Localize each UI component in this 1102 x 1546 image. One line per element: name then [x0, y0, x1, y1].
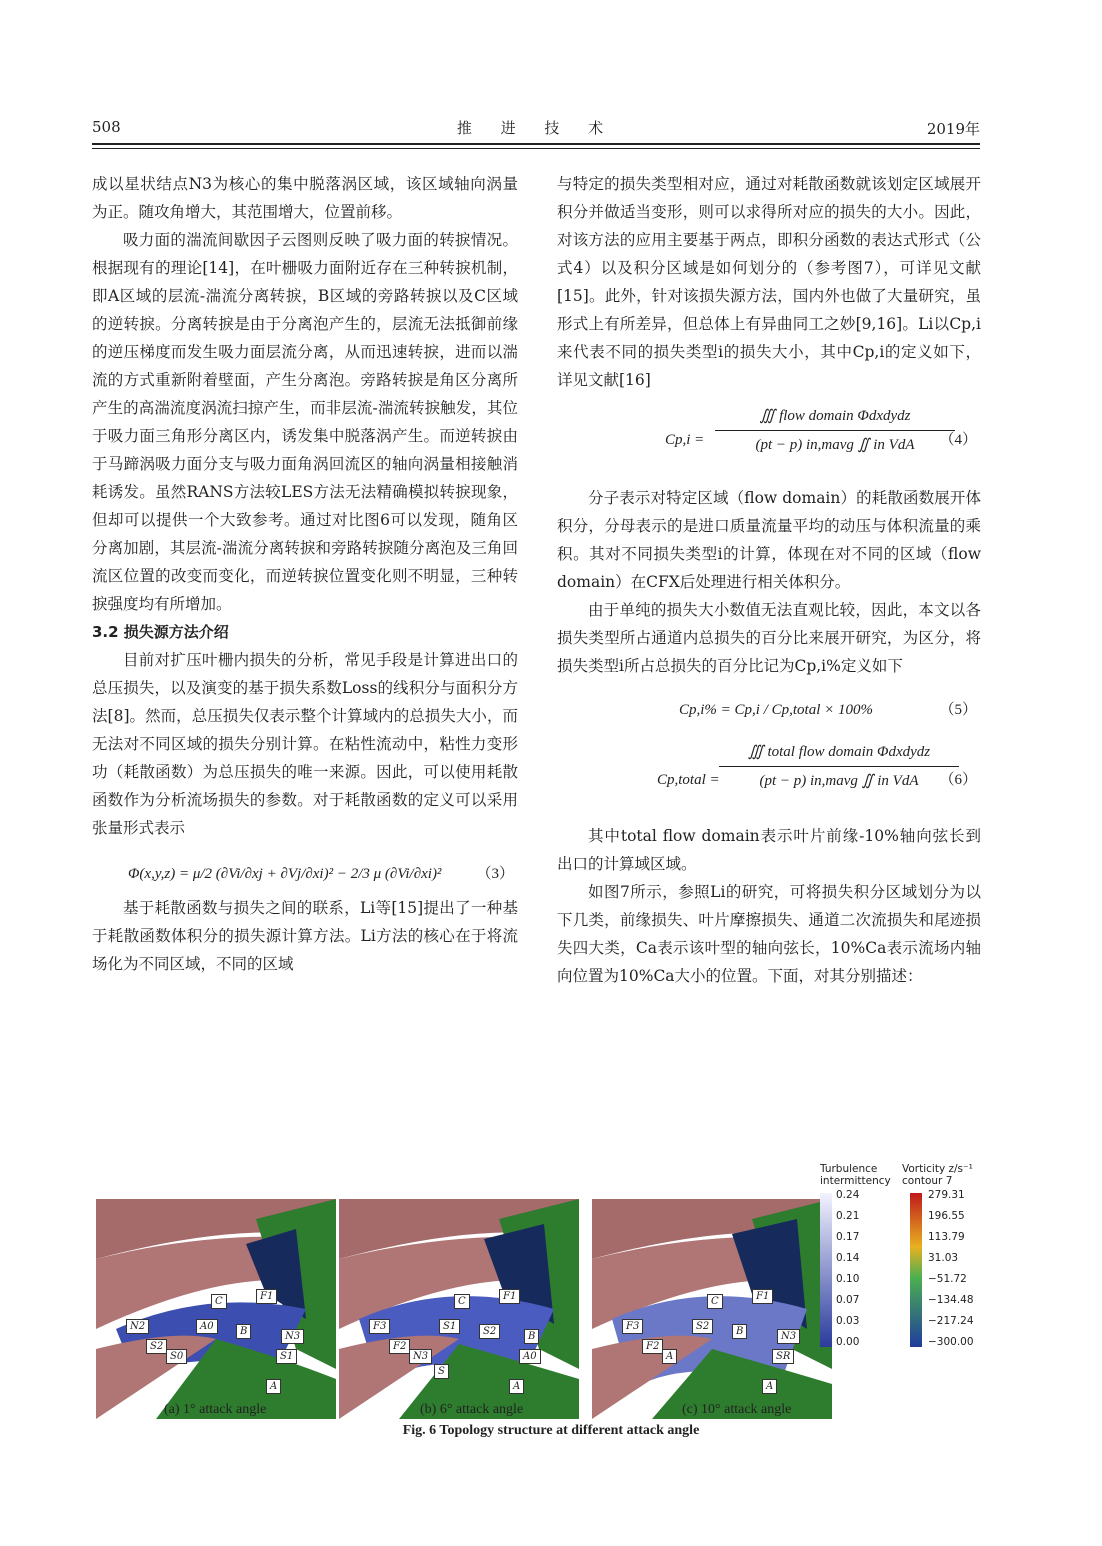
- panel-label: F3: [622, 1319, 643, 1334]
- equation-numerator: ∭ total flow domain Φdxdydz: [719, 738, 959, 767]
- panel-label: S0: [166, 1349, 187, 1364]
- equation-number: （4）: [939, 432, 977, 448]
- panel-label: C: [454, 1294, 470, 1309]
- equation-denominator: (pt − p) in,mavg ∬ in VdA: [759, 773, 919, 789]
- colorbar-vorticity: [910, 1193, 922, 1347]
- equation-text: Cp,i% = Cp,i / Cp,total × 100%: [679, 702, 874, 718]
- colorbar-tick-label: 0.21: [836, 1210, 860, 1222]
- paragraph: 目前对扩压叶栅内损失的分析，常见手段是计算进出口的总压损失，以及演变的基于损失系数Loss的线积分与面积分方法[8]。然而，总压损失仅表示整个计算域内的总损失大小，而无法对不同区域的损失分别计算。在粘性流动中，粘性力变形功（耗散函数）为总压损失的唯一来源。因此，可以使用耗散函数作为分析流场损失的参数。对于耗散函数的定义可以采用张量形式表示: [92, 651, 518, 837]
- panel-label: C: [211, 1294, 227, 1309]
- paragraph: 分子表示对特定区域（flow domain）的耗散函数展开体积分，分母表示的是进口质量流量平均的动压与体积流量的乘积。其对不同损失类型i的计算，体现在对不同的区域（flow domain）在CFX后处理进行相关体积分。: [557, 489, 981, 591]
- panel-label: S2: [692, 1319, 713, 1334]
- panel-a: [96, 1199, 336, 1419]
- colorbar-tick-label: −217.24: [928, 1315, 974, 1327]
- panel-label: B: [732, 1324, 747, 1339]
- panel-b: [339, 1199, 579, 1419]
- panel-label: F2: [642, 1339, 663, 1354]
- colorbar-tick-label: 31.03: [928, 1252, 959, 1264]
- colorbar-tick-label: 0.00: [836, 1336, 860, 1348]
- panel-label: S1: [276, 1349, 297, 1364]
- colorbar-tick-label: 0.24: [836, 1189, 860, 1201]
- colorbar-tick-label: −134.48: [928, 1294, 974, 1306]
- legend-title-turbulence: Turbulence intermittency: [820, 1163, 891, 1187]
- figure-caption: Fig. 6 Topology structure at different attack angle: [402, 1423, 700, 1438]
- colorbar-tick-label: 279.31: [928, 1189, 965, 1201]
- paragraph: 由于单纯的损失大小数值无法直观比较，因此，本文以各损失类型所占通道内总损失的百分比来展开研究，为区分，将损失类型i所占总损失的百分比记为Cp,i%定义如下: [557, 601, 981, 675]
- year: 2019年: [926, 120, 980, 138]
- paragraph: 成以星状结点N3为核心的集中脱落涡区域，该区域轴向涡量为正。随攻角增大，其范围增大，位置前移。: [92, 175, 518, 221]
- panel-label: B: [524, 1329, 539, 1344]
- colorbar-tick-label: 196.55: [928, 1210, 965, 1222]
- panel-label: B: [236, 1324, 251, 1339]
- section-heading: 3.2 损失源方法介绍: [92, 623, 229, 641]
- panel-label: A0: [519, 1349, 541, 1364]
- equation-6: [557, 730, 981, 822]
- subcaption-b: (b) 6° attack angle: [420, 1402, 524, 1417]
- panel-label: F1: [256, 1289, 277, 1304]
- panel-label: A: [266, 1379, 281, 1394]
- panel-label: N3: [409, 1349, 432, 1364]
- subcaption-c: (c) 10° attack angle: [682, 1402, 792, 1417]
- panel-label: F1: [752, 1289, 773, 1304]
- panel-label: S: [434, 1364, 449, 1379]
- equation-number: （3）: [476, 866, 514, 882]
- equation-lhs: Cp,total =: [657, 772, 720, 788]
- panel-label: F2: [389, 1339, 410, 1354]
- paragraph: 与特定的损失类型相对应，通过对耗散函数就该划定区域展开积分并做适当变形，则可以求得所对应的损失的大小。因此，对该方法的应用主要基于两点，即积分函数的表达式形式（公式4）以及积分区域是如何划分的（参考图7），可详见文献[15]。此外，针对该损失源方法，国内外也做了大量研究，虽形式上有所差异，但总体上有异曲同工之妙[9,16]。Li以Cp,i来代表不同的损失类型i的损失大小，其中Cp,i的定义如下，详见文献[16]: [557, 175, 981, 389]
- page-number: 508: [92, 118, 121, 136]
- panel-label: A: [762, 1379, 777, 1394]
- legend-title-vorticity: Vorticity z/s⁻¹ contour 7: [902, 1163, 973, 1187]
- equation-lhs: Cp,i =: [665, 432, 705, 448]
- page-header: [92, 114, 980, 140]
- paragraph: 其中total flow domain表示叶片前缘-10%轴向弦长到出口的计算域区域。: [557, 827, 981, 873]
- panel-label: A0: [196, 1319, 218, 1334]
- equation-text: Φ(x,y,z) = μ/2 (∂Vi/∂xj + ∂Vj/∂xi)² − 2/3 μ (∂Vi/∂xi)²: [128, 866, 442, 882]
- equation-number: （5）: [939, 702, 977, 718]
- paragraph: 基于耗散函数与损失之间的联系，Li等[15]提出了一种基于耗散函数体积分的损失源计算方法。Li方法的核心在于将流场化为不同区域，不同的区域: [92, 899, 518, 973]
- colorbar-tick-label: −51.72: [928, 1273, 967, 1285]
- colorbar-tick-label: 0.03: [836, 1315, 860, 1327]
- journal-name: 推 进 技 术: [456, 119, 616, 137]
- paragraph: 如图7所示，参照Li的研究，可将损失积分区域划分为以下几类，前缘损失、叶片摩擦损失、通道二次流损失和尾迹损失四大类，Ca表示该叶型的轴向弦长，10%Ca表示流场内轴向位置为10%Ca大小的位置。下面，对其分别描述：: [557, 883, 981, 985]
- right-column: [557, 170, 981, 990]
- equation-3: [92, 848, 518, 894]
- cfd-contour-a: [96, 1199, 336, 1419]
- panel-c: [592, 1199, 832, 1419]
- colorbar-tick-label: 0.10: [836, 1273, 860, 1285]
- colorbar-tick-label: 0.17: [836, 1231, 860, 1243]
- cfd-contour-b: [339, 1199, 579, 1419]
- colorbar-tick-label: 0.14: [836, 1252, 860, 1264]
- equation-5: [557, 680, 981, 730]
- panel-label: S2: [146, 1339, 167, 1354]
- panel-label: S2: [479, 1324, 500, 1339]
- panel-label: F1: [499, 1289, 520, 1304]
- panel-label: SR: [772, 1349, 794, 1364]
- colorbar-turbulence: [820, 1193, 832, 1347]
- paragraph: 吸力面的湍流间歇因子云图则反映了吸力面的转捩情况。根据现有的理论[14]，在叶栅吸力面附近存在三种转捩机制，即A区域的层流-湍流分离转捩，B区域的旁路转捩以及C区域的逆转捩。分离转捩是由于分离泡产生的，层流无法抵御前缘的逆压梯度而发生吸力面层流分离，从而迅速转捩，进而以湍流的方式重新附着壁面，产生分离泡。旁路转捩是角区分离所产生的高湍流度涡流扫掠产生，而非层流-湍流转捩触发，其位于吸力面三角形分离区内，诱发集中脱落涡产生。而逆转捩由于马蹄涡吸力面分支与吸力面角涡回流区的轴向涡量相接触消耗诱发。虽然RANS方法较LES方法无法精确模拟转捩现象，但却可以提供一个大致参考。通过对比图6可以发现，随角区分离加剧，其层流-湍流分离转捩和旁路转捩随分离泡及三角回流区位置的改变而变化，而逆转捩位置变化则不明显，三种转捩强度均有所增加。: [92, 231, 518, 613]
- equation-numerator: ∭ flow domain Φdxdydz: [715, 402, 955, 431]
- panel-label: A: [509, 1379, 524, 1394]
- equation-denominator: (pt − p) in,mavg ∬ in VdA: [755, 437, 915, 453]
- panel-label: N3: [281, 1329, 304, 1344]
- equation-number: （6）: [939, 772, 977, 788]
- panel-label: C: [707, 1294, 723, 1309]
- equation-4: [557, 394, 981, 484]
- left-column: [92, 170, 518, 978]
- figure-6: [96, 1163, 996, 1423]
- colorbar-tick-label: 113.79: [928, 1231, 965, 1243]
- colorbar-tick-label: 0.07: [836, 1294, 860, 1306]
- panel-label: N2: [126, 1319, 149, 1334]
- panel-label: N3: [777, 1329, 800, 1344]
- header-rule-thin: [92, 148, 980, 149]
- header-rule-thick: [92, 143, 980, 145]
- panel-label: F3: [369, 1319, 390, 1334]
- colorbar-tick-label: −300.00: [928, 1336, 974, 1348]
- panel-label: S1: [439, 1319, 460, 1334]
- subcaption-a: (a) 1° attack angle: [164, 1402, 267, 1417]
- cfd-contour-c: [592, 1199, 832, 1419]
- panel-label: A: [662, 1349, 677, 1364]
